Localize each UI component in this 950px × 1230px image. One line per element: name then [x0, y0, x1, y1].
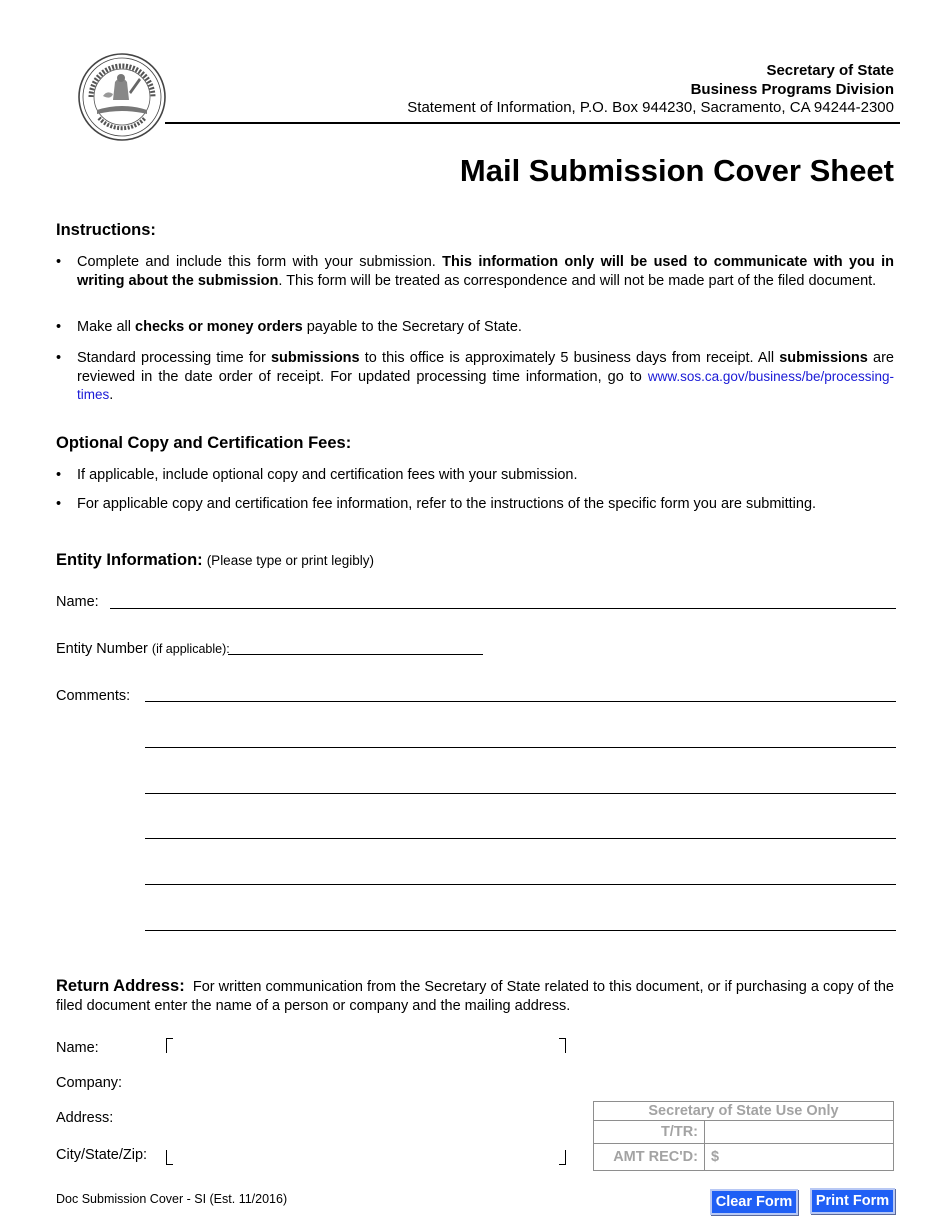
amt-received-value: $: [705, 1144, 894, 1171]
sos-use-heading: Secretary of State Use Only: [594, 1102, 894, 1121]
return-address-field[interactable]: [166, 1038, 566, 1165]
comments-line[interactable]: [145, 701, 896, 702]
instruction-item-1: • Complete and include this form with your submission. This information only will be used to communicate with you in writing about the submission. This form will be treated as correspondence and will not be made part of the filed document.: [56, 254, 894, 289]
bracket-bottom-right: [559, 1150, 566, 1165]
sos-use-only-box: [593, 1101, 894, 1171]
fees-heading: Optional Copy and Certification Fees:: [56, 434, 352, 452]
header-agency: [407, 62, 894, 118]
entity-number-field[interactable]: [228, 654, 483, 655]
header-line3: Statement of Information, P.O. Box 944230, Sacramento, CA 94244-2300: [407, 99, 894, 116]
return-city-label: City/State/Zip:: [56, 1147, 148, 1163]
instruction-item-3: • Standard processing time for submissions to this office is approximately 5 business days from receipt. All submissions are reviewed in the date order of receipt. For updated processing time information, go to www.sos.ca.gov/business/be/processing-times.: [56, 350, 894, 403]
instruction-item-2: • Make all checks or money orders payable to the Secretary of State.: [56, 319, 522, 335]
bracket-bottom-left: [166, 1150, 173, 1165]
amt-received-label: AMT REC'D:: [594, 1144, 705, 1171]
comments-line[interactable]: [145, 884, 896, 885]
return-company-label: Company:: [56, 1075, 123, 1091]
comments-line[interactable]: [145, 793, 896, 794]
header-divider: [165, 122, 900, 124]
header-line2: Business Programs Division: [690, 80, 894, 98]
entity-name-field[interactable]: [110, 608, 896, 609]
fees-item-1: • If applicable, include optional copy and certification fees with your submission.: [56, 467, 578, 483]
clear-form-button[interactable]: Clear Form: [710, 1189, 798, 1215]
california-seal-icon: [77, 52, 167, 142]
entity-name-label: Name:: [56, 594, 99, 610]
entity-heading: Entity Information: (Please type or print legibly): [56, 551, 375, 569]
return-name-label: Name:: [56, 1040, 99, 1056]
instructions-heading: Instructions:: [56, 221, 156, 239]
ttr-value: [705, 1121, 894, 1144]
page-title: Mail Submission Cover Sheet: [459, 153, 894, 188]
bracket-top-right: [559, 1038, 566, 1053]
processing-times-link[interactable]: www.sos.ca.gov/business/be/processing-times: [77, 368, 894, 402]
bracket-top-left: [166, 1038, 173, 1053]
fees-item-2: • For applicable copy and certification fee information, refer to the instructions of the specific form you are submitting.: [56, 496, 817, 512]
return-address-intro: Return Address: For written communication from the Secretary of State related to this document, or if purchasing a copy of the filed document enter the name of a person or company and the mailing address.: [56, 977, 894, 1014]
comments-line[interactable]: [145, 930, 896, 931]
ttr-label: T/TR:: [594, 1121, 705, 1144]
comments-label: Comments:: [56, 688, 131, 704]
comments-line[interactable]: [145, 838, 896, 839]
header-line1: Secretary of State: [766, 62, 894, 79]
comments-line[interactable]: [145, 747, 896, 748]
return-address-label: Address:: [56, 1110, 114, 1126]
entity-number-label: Entity Number (if applicable):: [56, 641, 230, 657]
print-form-button[interactable]: Print Form: [810, 1188, 895, 1214]
form-id: Doc Submission Cover - SI (Est. 11/2016): [56, 1192, 288, 1206]
